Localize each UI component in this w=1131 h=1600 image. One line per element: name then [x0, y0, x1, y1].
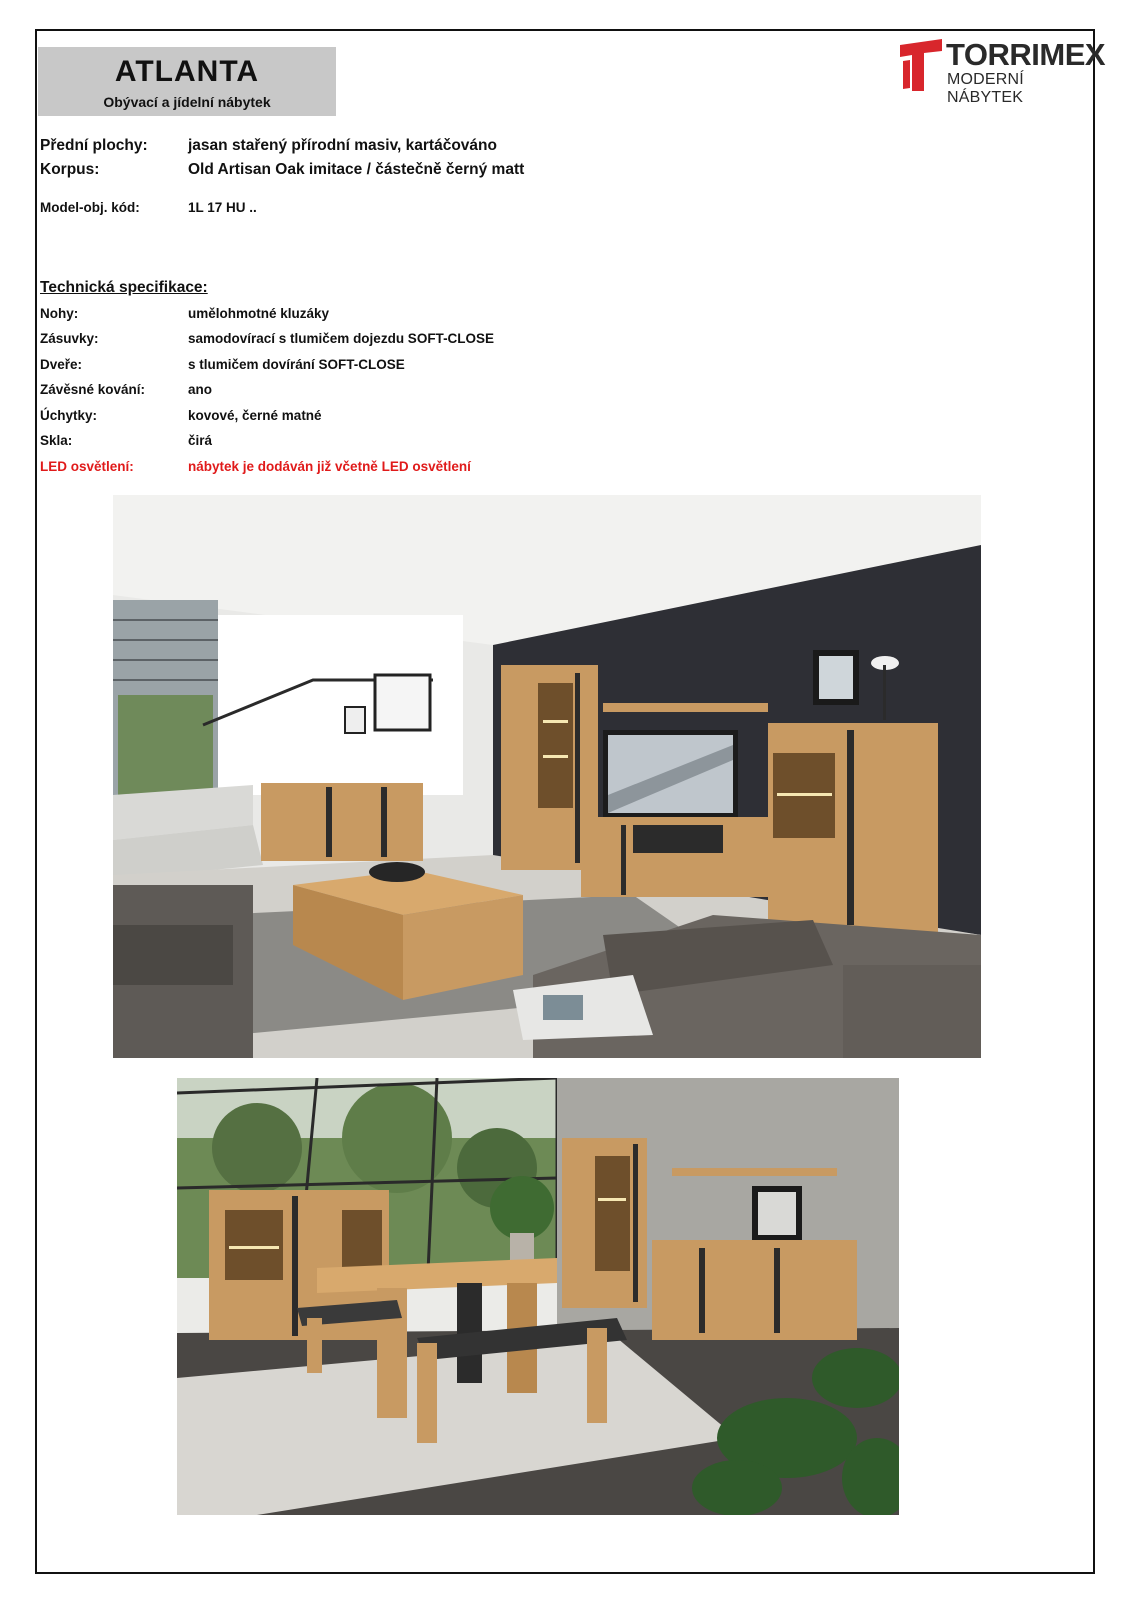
- living-room-photo: [113, 495, 981, 1058]
- tech-label: Závěsné kování:: [40, 382, 146, 397]
- tech-label: Dveře:: [40, 357, 83, 372]
- spec-value: jasan stařený přírodní masiv, kartáčováno: [188, 137, 497, 154]
- tech-label: Úchytky:: [40, 408, 98, 423]
- tech-label: Zásuvky:: [40, 331, 99, 346]
- logo-tagline: MODERNÍ NÁBYTEK: [947, 71, 1024, 106]
- product-title: ATLANTA: [114, 55, 260, 88]
- tech-value: nábytek je dodáván již včetně LED osvětlení: [188, 459, 471, 474]
- logo-name: TORRIMEX: [946, 37, 1106, 72]
- tech-label: Nohy:: [40, 306, 79, 321]
- technical-spec-heading: Technická specifikace:: [40, 279, 208, 296]
- tech-value: čirá: [188, 433, 213, 448]
- tech-value: kovové, černé matné: [188, 408, 322, 423]
- spec-label: Model-obj. kód:: [40, 200, 140, 215]
- spec-value: 1L 17 HU ..: [188, 200, 257, 215]
- product-subtitle: Obývací a jídelní nábytek: [103, 94, 271, 110]
- tech-value: s tlumičem dovírání SOFT-CLOSE: [188, 357, 405, 372]
- tech-label: LED osvětlení:: [40, 459, 134, 474]
- tech-label: Skla:: [40, 433, 73, 448]
- spec-label: Přední plochy:: [40, 137, 148, 154]
- tech-value: ano: [188, 382, 213, 397]
- dining-room-photo: [177, 1078, 899, 1515]
- tech-value: umělohmotné kluzáky: [188, 306, 330, 321]
- tech-value: samodovírací s tlumičem dojezdu SOFT-CLOSE: [188, 331, 495, 346]
- torrimex-logo-mark-icon: [900, 39, 942, 91]
- torrimex-logo: [900, 37, 1106, 106]
- spec-value: Old Artisan Oak imitace / částečně černý matt: [188, 161, 525, 178]
- spec-label: Korpus:: [40, 161, 100, 178]
- title-box: [38, 47, 336, 116]
